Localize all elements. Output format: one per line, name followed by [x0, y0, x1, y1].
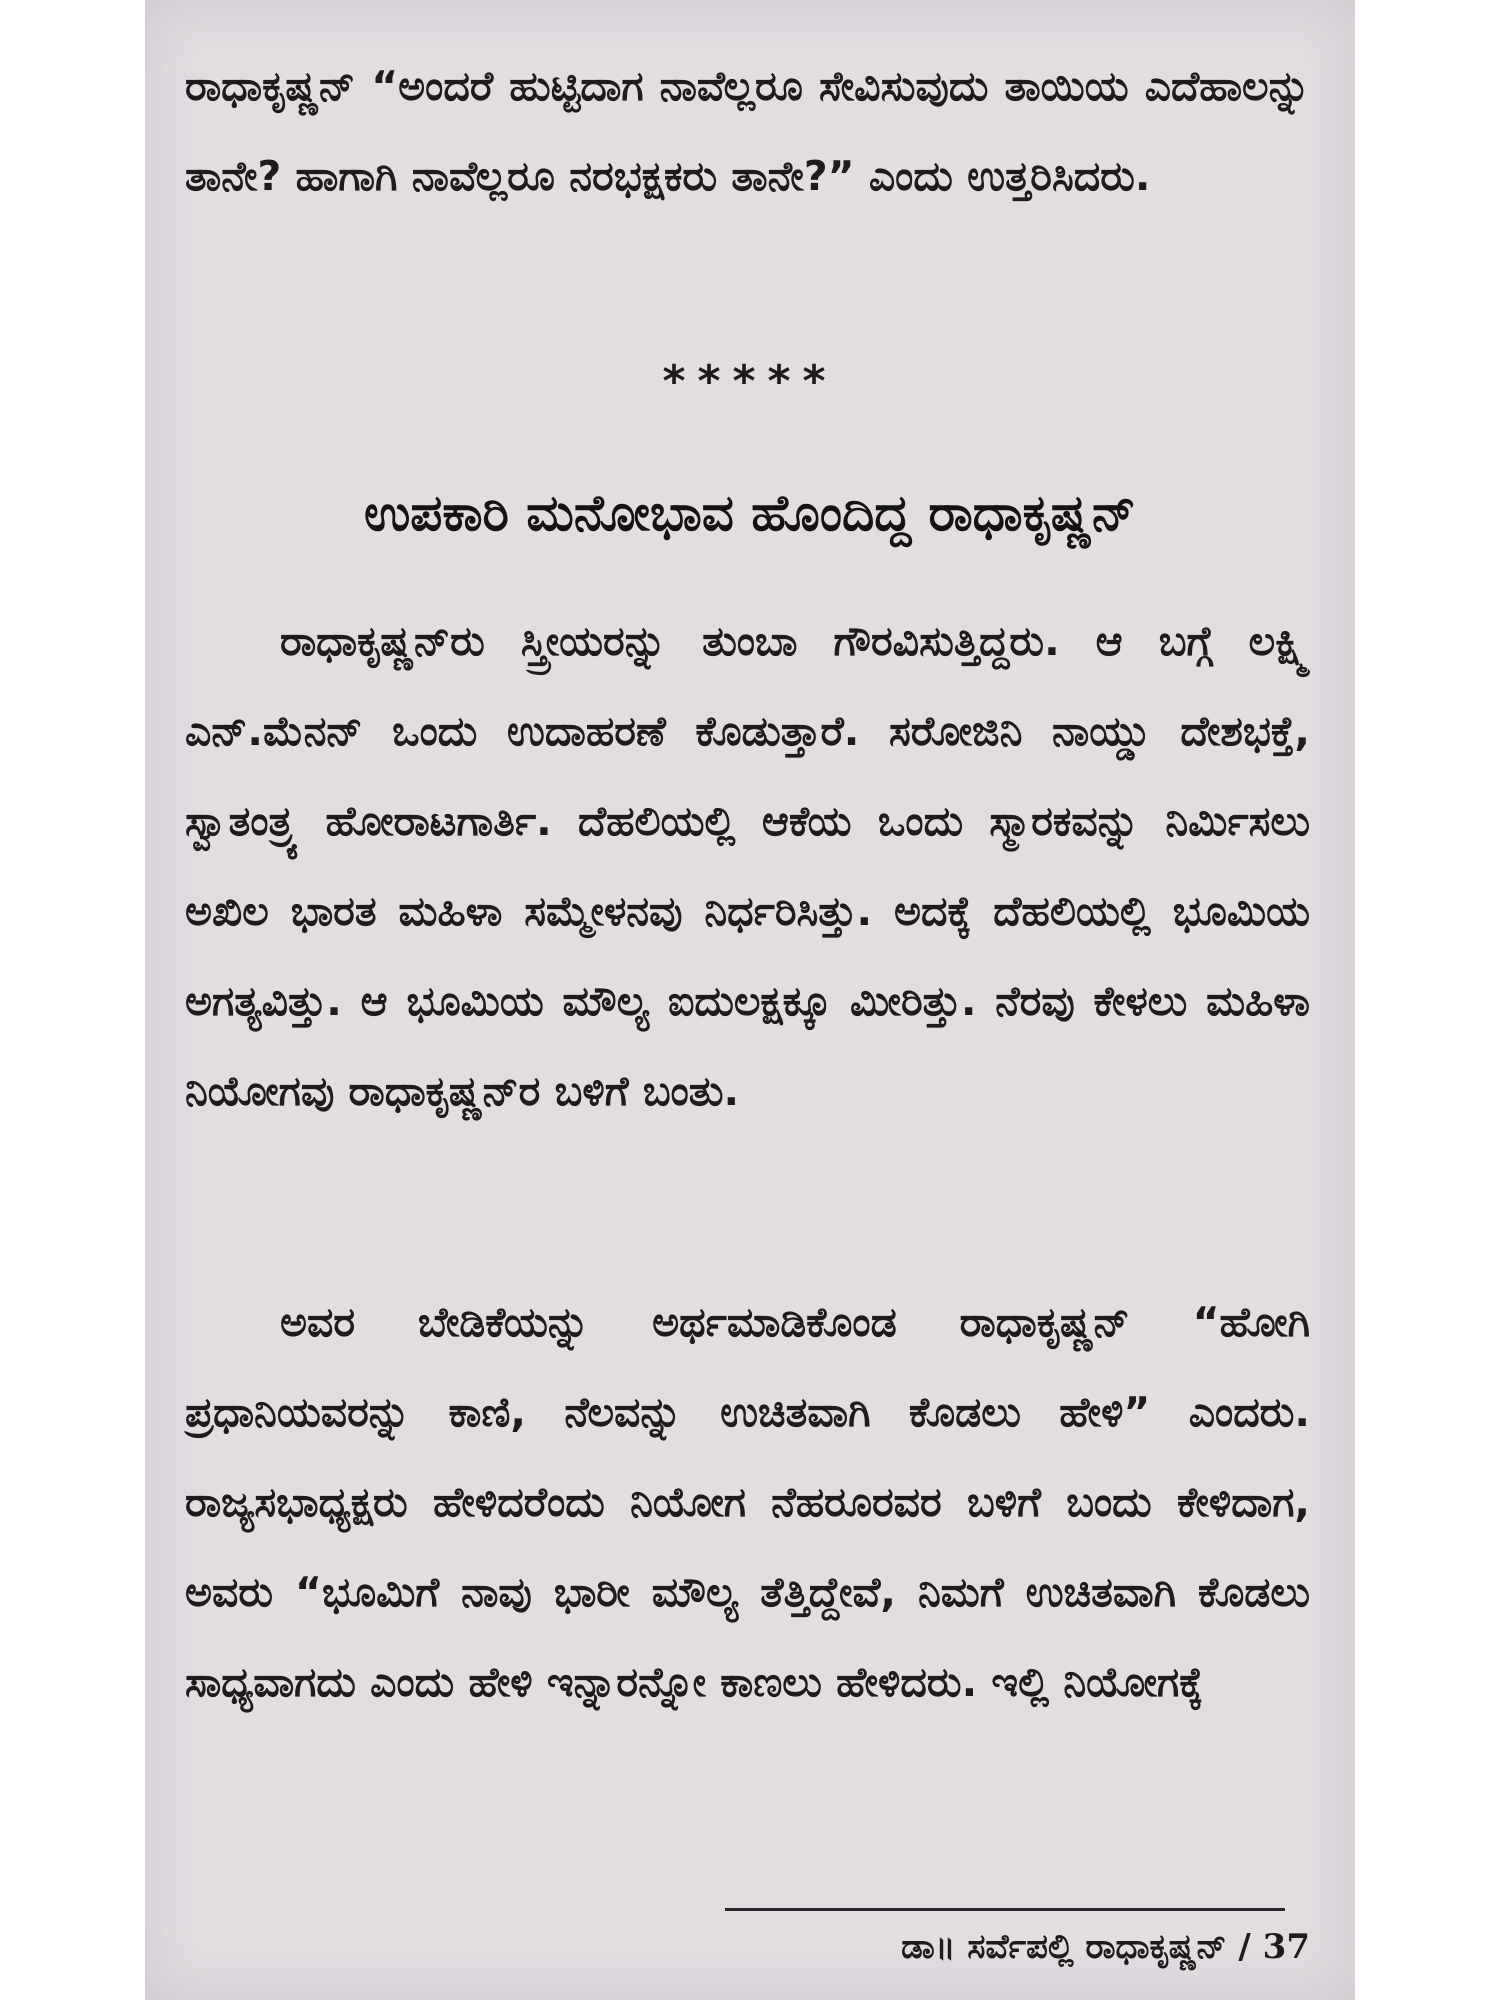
section-heading: ಉಪಕಾರಿ ಮನೋಭಾವ ಹೊಂದಿದ್ದ ರಾಧಾಕೃಷ್ಣನ್ [364, 484, 1136, 542]
footer-separator: / [1226, 1927, 1263, 1967]
paragraph-continued: ರಾಧಾಕೃಷ್ಣನ್ “ಅಂದರೆ ಹುಟ್ಟಿದಾಗ ನಾವೆಲ್ಲರೂ ಸೇವಿಸುವುದು ತಾಯಿಯ ಎದೆಹಾಲನ್ನು ತಾನೇ? ಹಾಗಾಗಿ ನಾವೆಲ್ಲರೂ ನರಭಕ್ಷಕರು ತಾನೇ?” ಎಂದು ಉತ್ತರಿಸಿದರು. [185, 62, 1310, 200]
footer-rule [725, 1908, 1285, 1911]
section-separator: ***** [662, 356, 838, 407]
page-number: 37 [1262, 1927, 1310, 1967]
paragraph: ರಾಧಾಕೃಷ್ಣನ್‌ರು ಸ್ತ್ರೀಯರನ್ನು ತುಂಬಾ ಗೌರವಿಸುತ್ತಿದ್ದರು. ಆ ಬಗ್ಗೆ ಲಕ್ಷ್ಮಿ ಎನ್.ಮೆನನ್ ಒಂದು ಉದಾಹರಣೆ ಕೊಡುತ್ತಾರೆ. ಸರೋಜಿನಿ ನಾಯ್ಡು ದೇಶಭಕ್ತೆ, ಸ್ವಾತಂತ್ರ್ಯ ಹೋರಾಟಗಾರ್ತಿ. ದೆಹಲಿಯಲ್ಲಿ ಆಕೆಯ ಒಂದು ಸ್ಮಾರಕವನ್ನು ನಿರ್ಮಿಸಲು ಅಖಿಲ ಭಾರತ ಮಹಿಳಾ ಸಮ್ಮೇಳನವು ನಿರ್ಧರಿಸಿತ್ತು. ಅದಕ್ಕೆ ದೆಹಲಿಯಲ್ಲಿ ಭೂಮಿಯ ಅಗತ್ಯವಿತ್ತು. ಆ ಭೂಮಿಯ ಮೌಲ್ಯ ಐದುಲಕ್ಷಕ್ಕೂ ಮೀರಿತ್ತು. ನೆರವು ಕೇಳಲು ಮಹಿಳಾ ನಿಯೋಗವು ರಾಧಾಕೃಷ್ಣನ್‌ರ ಬಳಿಗೆ ಬಂತು. [185, 617, 1310, 1115]
book-page [145, 0, 1355, 2000]
running-title: ಡಾ॥ ಸರ್ವೆಪಲ್ಲಿ ರಾಧಾಕೃಷ್ಣನ್ [901, 1927, 1227, 1967]
paragraph: ಅವರ ಬೇಡಿಕೆಯನ್ನು ಅರ್ಥಮಾಡಿಕೊಂಡ ರಾಧಾಕೃಷ್ಣನ್ “ಹೋಗಿ ಪ್ರಧಾನಿಯವರನ್ನು ಕಾಣಿ, ನೆಲವನ್ನು ಉಚಿತವಾಗಿ ಕೊಡಲು ಹೇಳಿ” ಎಂದರು. ರಾಜ್ಯಸಭಾಧ್ಯಕ್ಷರು ಹೇಳಿದರೆಂದು ನಿಯೋಗ ನೆಹರೂರವರ ಬಳಿಗೆ ಬಂದು ಕೇಳಿದಾಗ, ಅವರು “ಭೂಮಿಗೆ ನಾವು ಭಾರೀ ಮೌಲ್ಯ ತೆತ್ತಿದ್ದೇವೆ, ನಿಮಗೆ ಉಚಿತವಾಗಿ ಕೊಡಲು ಸಾಧ್ಯವಾಗದು ಎಂದು ಹೇಳಿ ಇನ್ನಾರನ್ನೋ ಕಾಣಲು ಹೇಳಿದರು. ಇಲ್ಲಿ ನಿಯೋಗಕ್ಕೆ [185, 1298, 1310, 1706]
page-footer [901, 1922, 1310, 1972]
